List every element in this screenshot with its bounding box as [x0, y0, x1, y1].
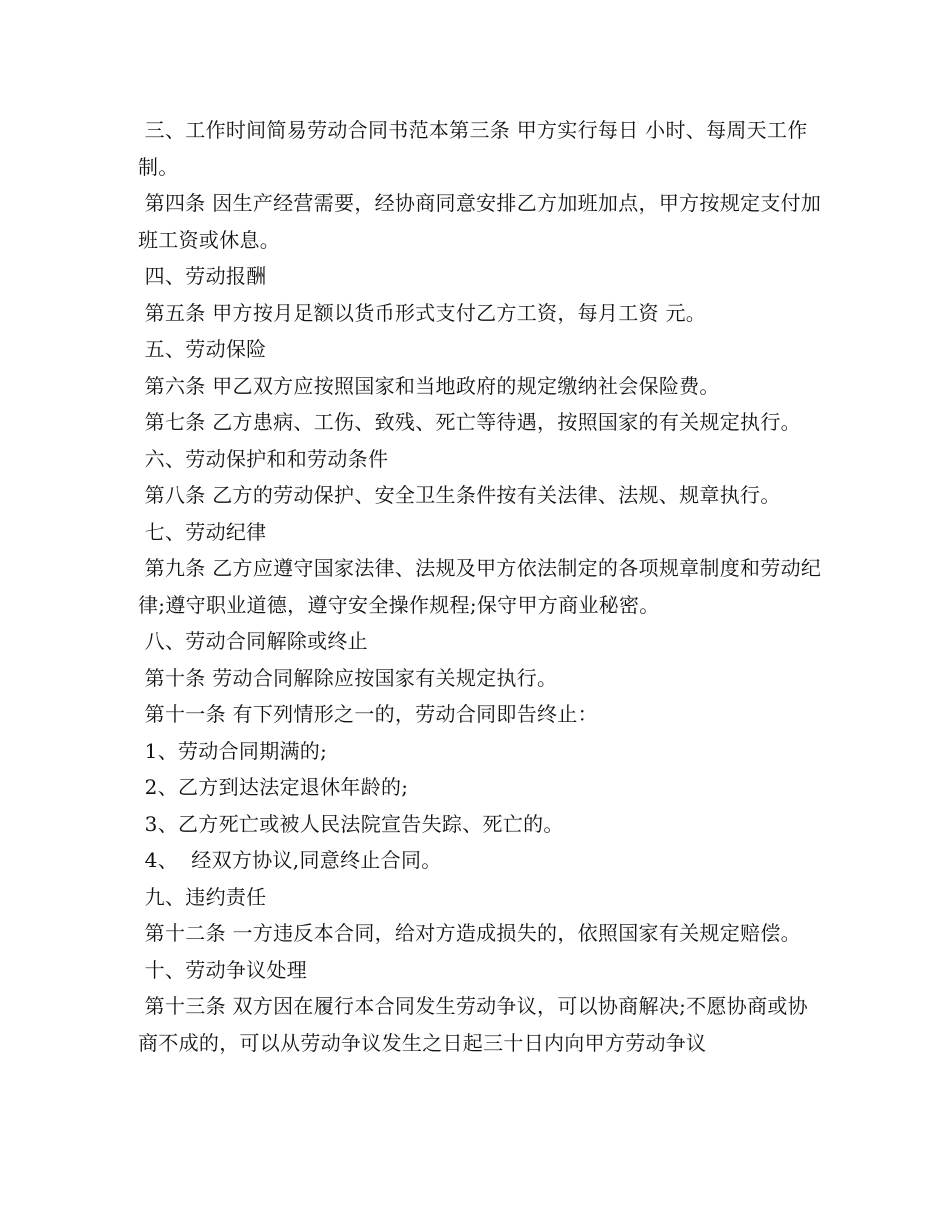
section-heading-dispute: 十、劳动争议处理 [138, 957, 308, 982]
paragraph-article-8: 第八条 乙方的劳动保护、安全卫生条件按有关法律、法规、规章执行。 [138, 483, 781, 507]
list-item-termination-2: 2、乙方到达法定退休年龄的; [138, 775, 409, 799]
paragraph-article-13: 第十三条 双方因在履行本合同发生劳动争议，可以协商解决;不愿协商或协商不成的，可以从劳动争议发生之日起三十日内向甲方劳动争议 [138, 994, 808, 1055]
section-heading-liability: 九、违约责任 [138, 884, 267, 909]
section-heading-discipline: 七、劳动纪律 [138, 519, 267, 544]
list-item-termination-3: 3、乙方死亡或被人民法院宣告失踪、死亡的。 [138, 811, 564, 836]
paragraph-article-4: 第四条 因生产经营需要，经协商同意安排乙方加班加点，甲方按规定支付加班工资或休息。 [138, 191, 822, 252]
paragraph-article-10: 第十条 劳动合同解除应按国家有关规定执行。 [138, 665, 558, 690]
paragraph-article-11: 第十一条 有下列情形之一的，劳动合同即告终止： [138, 702, 598, 726]
paragraph-article-6: 第六条 甲乙双方应按照国家和当地政府的规定缴纳社会保险费。 [138, 373, 720, 398]
paragraph-article-12: 第十二条 一方违反本合同，给对方造成损失的，依照国家有关规定赔偿。 [138, 921, 801, 945]
section-heading-insurance: 五、劳动保险 [138, 337, 267, 361]
list-item-termination-1: 1、劳动合同期满的; [138, 738, 328, 763]
section-heading-remuneration: 四、劳动报酬 [138, 264, 267, 288]
paragraph-article-7: 第七条 乙方患病、工伤、致残、死亡等待遇，按照国家的有关规定执行。 [138, 410, 801, 434]
paragraph-article-5: 第五条 甲方按月足额以货币形式支付乙方工资，每月工资 元。 [138, 300, 707, 325]
paragraph-working-hours: 三、工作时间简易劳动合同书范本第三条 甲方实行每日 小时、每周天工作制。 [138, 118, 808, 179]
document-body [138, 112, 828, 1061]
section-heading-protection: 六、劳动保护和和劳动条件 [138, 446, 389, 471]
list-item-termination-4: 4、 经双方协议,同意终止合同。 [138, 848, 442, 872]
section-heading-termination: 八、劳动合同解除或终止 [138, 629, 368, 653]
paragraph-article-9: 第九条 乙方应遵守国家法律、法规及甲方依法制定的各项规章制度和劳动纪律;遵守职业道德，遵守安全操作规程;保守甲方商业秘密。 [138, 556, 822, 617]
